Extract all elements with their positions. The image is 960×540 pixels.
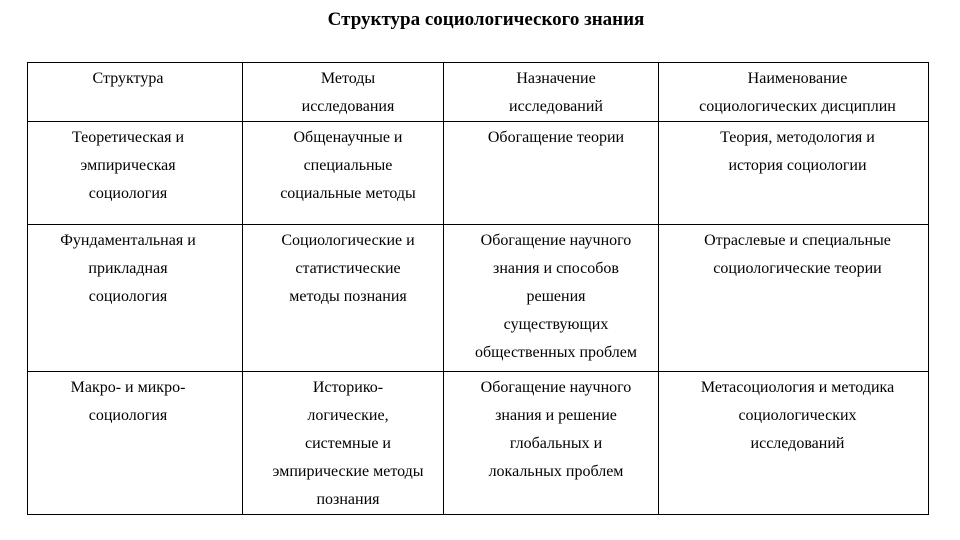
table-cell: Макро- и микро- социология (28, 372, 243, 515)
table-cell: Историко- логические, системные и эмпирические методы познания (243, 372, 444, 515)
header-research-methods: Методы исследования (243, 63, 444, 122)
header-discipline-names: Наименование социологических дисциплин (659, 63, 929, 122)
table-row (28, 122, 929, 225)
table-cell: Теория, методология и история социологии (659, 122, 929, 225)
table-row (28, 372, 929, 515)
table-cell: Отраслевые и специальные социологические теории (659, 225, 929, 372)
table-cell: Метасоциология и методика социологических исследований (659, 372, 929, 515)
table-cell: Общенаучные и специальные социальные методы (243, 122, 444, 225)
page-title: Структура социологического знания (327, 9, 645, 30)
table-cell: Обогащение научного знания и решение глобальных и локальных проблем (444, 372, 659, 515)
table-row (28, 225, 929, 372)
table-cell: Обогащение научного знания и способов решения существующих общественных проблем (444, 225, 659, 372)
table-header-row (28, 63, 929, 122)
table-cell: Теоретическая и эмпирическая социология (28, 122, 243, 225)
table-cell: Социологические и статистические методы познания (243, 225, 444, 372)
table-cell: Обогащение теории (444, 122, 659, 225)
table-cell: Фундаментальная и прикладная социология (28, 225, 243, 372)
header-research-purpose: Назначение исследований (444, 63, 659, 122)
sociology-structure-table (27, 62, 929, 515)
header-structure: Структура (28, 63, 243, 122)
